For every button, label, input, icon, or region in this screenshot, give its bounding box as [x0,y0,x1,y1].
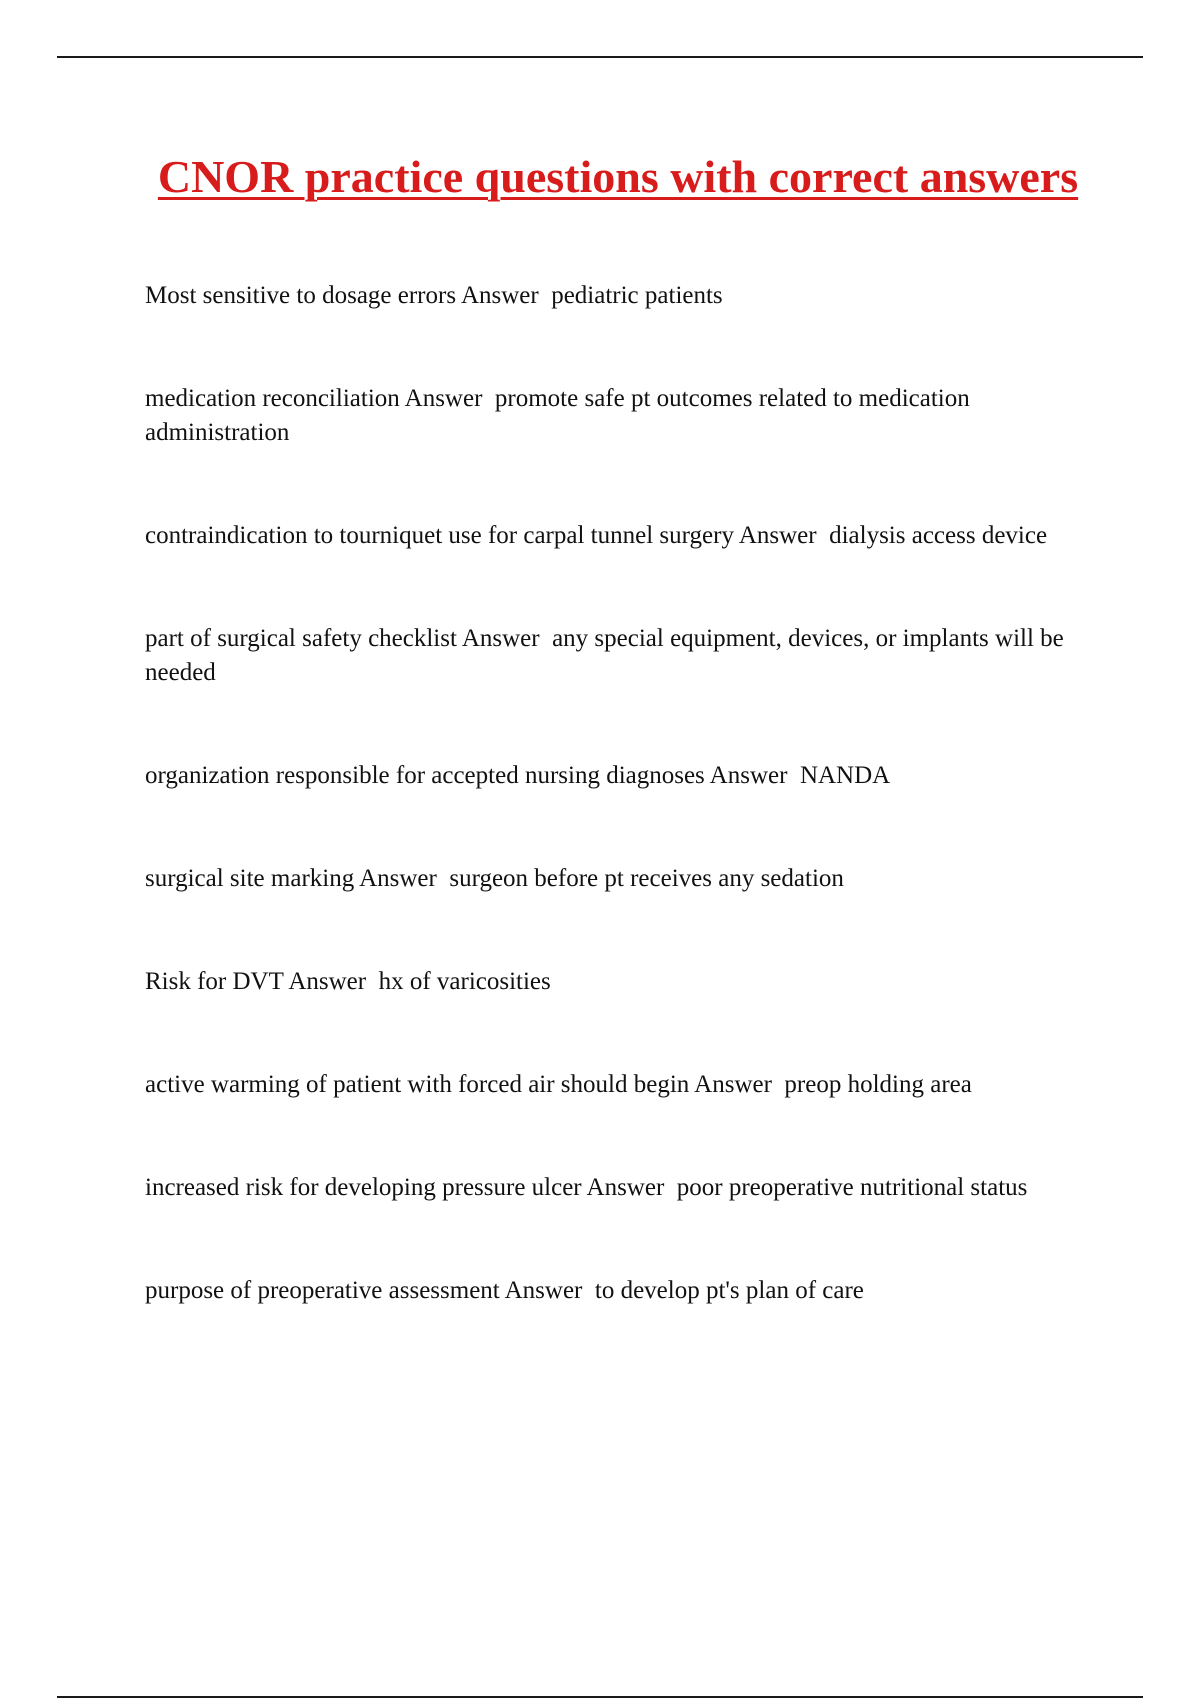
answer-text: promote safe pt outcomes related to medication administration [145,385,970,446]
question-text: surgical site marking [145,865,355,892]
answer-text: any special equipment, devices, or implants will be needed [145,625,1064,686]
answer-text: hx of varicosities [378,968,551,995]
qa-item [145,1068,1095,1102]
qa-item [145,1274,1095,1308]
answer-keyword: Answer [460,282,539,309]
question-text: organization responsible for accepted nursing diagnoses [145,762,705,789]
question-text: contraindication to tourniquet use for carpal tunnel surgery [145,522,734,549]
answer-text: dialysis access device [829,522,1048,549]
top-divider [57,56,1143,58]
answer-keyword: Answer [586,1174,665,1201]
bottom-divider [57,1696,1143,1698]
answer-keyword: Answer [738,522,817,549]
answer-text: NANDA [799,762,891,789]
qa-item [145,622,1095,690]
answer-keyword: Answer [288,968,367,995]
answer-keyword: Answer [709,762,788,789]
qa-list [145,279,1095,1377]
answer-keyword: Answer [694,1071,772,1098]
qa-item [145,965,1095,999]
answer-keyword: Answer [404,385,483,412]
qa-item [145,519,1095,553]
qa-item [145,759,1095,793]
qa-item [145,862,1095,896]
answer-keyword: Answer [504,1277,583,1304]
answer-text: pediatric patients [551,282,723,309]
answer-text: preop holding area [784,1071,972,1098]
question-text: Most sensitive to dosage errors [145,282,457,309]
answer-text: poor preoperative nutritional status [676,1174,1028,1201]
qa-item [145,1171,1095,1205]
qa-item [145,279,1095,313]
question-text: Risk for DVT [145,968,284,995]
answer-keyword: Answer [461,625,540,652]
qa-item [145,382,1095,450]
question-text: part of surgical safety checklist [145,625,457,652]
question-text: medication reconciliation [145,385,400,412]
question-text: purpose of preoperative assessment [145,1277,500,1304]
answer-keyword: Answer [359,865,437,892]
answer-text: surgeon before pt receives any sedation [449,865,844,892]
question-text: increased risk for developing pressure ulcer [145,1174,582,1201]
document-title: CNOR practice questions with correct answers [157,151,1079,202]
question-text: active warming of patient with forced air should begin [145,1071,690,1098]
answer-text: to develop pt's plan of care [594,1277,864,1304]
